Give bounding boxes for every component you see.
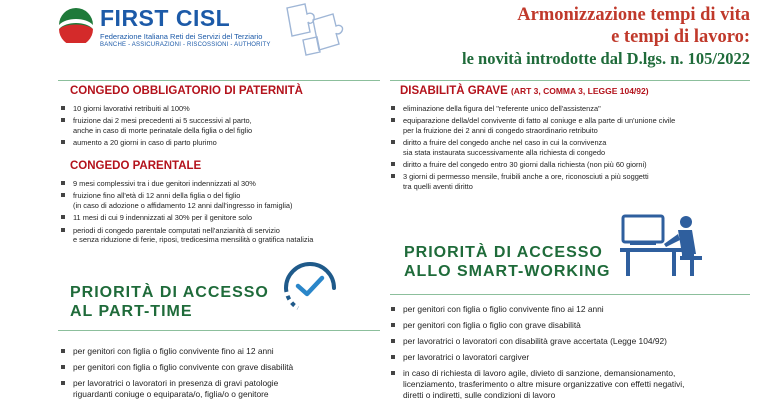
list-item: equiparazione della/del convivente di fatto al coniuge e alla parte di un'unione civile per la fruizione dei 2 anni di congedo straordinario retribuito (388, 116, 750, 135)
paternity-list (58, 104, 378, 151)
logo-sectors: BANCHE - ASSICURAZIONI - RISCOSSIONI - AUTHORITY (100, 42, 271, 48)
list-item: diritto a fruire del congedo entro 30 giorni dalla richiesta (non più 60 giorni) (388, 160, 750, 169)
parttime-heading-line-2: AL PART-TIME (70, 303, 193, 320)
list-item: periodi di congedo parentale computati nell'anzianità di servizio e senza riduzione di ferie, riposi, tredicesima mensilità o gratifica natalizia (58, 226, 378, 245)
title-line-3: le novità introdotte dal D.lgs. n. 105/2022 (461, 49, 750, 68)
disability-heading-text: DISABILITÀ GRAVE (400, 85, 508, 97)
title-line-1: Armonizzazione tempi di vita (517, 5, 750, 25)
first-cisl-logo-icon (58, 7, 94, 43)
list-item: 9 mesi complessivi tra i due genitori indennizzati al 30% (58, 179, 378, 188)
disability-heading-ref: (ART 3, COMMA 3, LEGGE 104/92) (510, 86, 649, 96)
parental-list (58, 179, 378, 247)
paternity-heading: CONGEDO OBBLIGATORIO DI PATERNITÀ (70, 85, 303, 97)
list-item: per genitori con figlia o figlio convivente fino ai 12 anni (58, 346, 378, 357)
smartworking-list (388, 304, 752, 406)
title-line-2: e tempi di lavoro: (611, 27, 750, 47)
list-item: 10 giorni lavorativi retribuiti al 100% (58, 104, 378, 113)
parental-heading: CONGEDO PARENTALE (70, 160, 202, 172)
list-item: per genitori con figlia o figlio convivente fino ai 12 anni (388, 304, 752, 315)
list-item: fruizione fino all'età di 12 anni della figlia o del figlio (in caso di adozione o affidamento 12 anni dall'ingresso in famiglia) (58, 191, 378, 210)
list-item: eliminazione della figura del "referente unico dell'assistenza" (388, 104, 750, 113)
list-item: aumento a 20 giorni in caso di parto plurimo (58, 138, 378, 147)
person-at-computer-icon (620, 212, 706, 278)
parttime-heading-line-1: PRIORITÀ DI ACCESSO (70, 284, 269, 301)
divider (58, 330, 380, 331)
gauge-check-icon (278, 252, 342, 316)
list-item: per lavoratrici o lavoratori in presenza di gravi patologie riguardanti coniuge o equiparata/o, figlia/o o genitore (58, 378, 378, 400)
list-item: 3 giorni di permesso mensile, fruibili anche a ore, riconosciuti a più soggetti tra quelli aventi diritto (388, 172, 750, 191)
disability-list (388, 104, 750, 194)
puzzle-pieces-icon (283, 0, 351, 58)
list-item: in caso di richiesta di lavoro agile, divieto di sanzione, demansionamento, licenziamento, trasferimento o altre misure organizzative con effetti negativi, diretti o indiretti, sulle condizioni di lavoro (388, 368, 752, 401)
smartworking-heading-line-2: ALLO SMART-WORKING (404, 263, 611, 280)
list-item: per genitori con figlia o figlio convivente con grave disabilità (58, 362, 378, 373)
parttime-list (58, 346, 378, 405)
list-item: per lavoratrici o lavoratori cargiver (388, 352, 752, 363)
logo-subtitle: Federazione Italiana Reti dei Servizi del Terziario (100, 32, 263, 41)
divider (58, 80, 380, 81)
list-item: per genitori con figlia o figlio con grave disabilità (388, 320, 752, 331)
list-item: diritto a fruire del congedo anche nel caso in cui la convivenza sia stata instaurata successivamente alla richiesta di congedo (388, 138, 750, 157)
divider (390, 294, 750, 295)
list-item: fruizione dai 2 mesi precedenti ai 5 successivi al parto, anche in caso di morte perinatale della figlia o del figlio (58, 116, 378, 135)
list-item: per lavoratrici o lavoratori con disabilità grave accertata (Legge 104/92) (388, 336, 752, 347)
smartworking-heading-line-1: PRIORITÀ DI ACCESSO (404, 244, 603, 261)
disability-heading (400, 85, 649, 97)
logo-wordmark: FIRST CISL (100, 5, 231, 31)
divider (390, 80, 750, 81)
list-item: 11 mesi di cui 9 indennizzati al 30% per il genitore solo (58, 213, 378, 222)
